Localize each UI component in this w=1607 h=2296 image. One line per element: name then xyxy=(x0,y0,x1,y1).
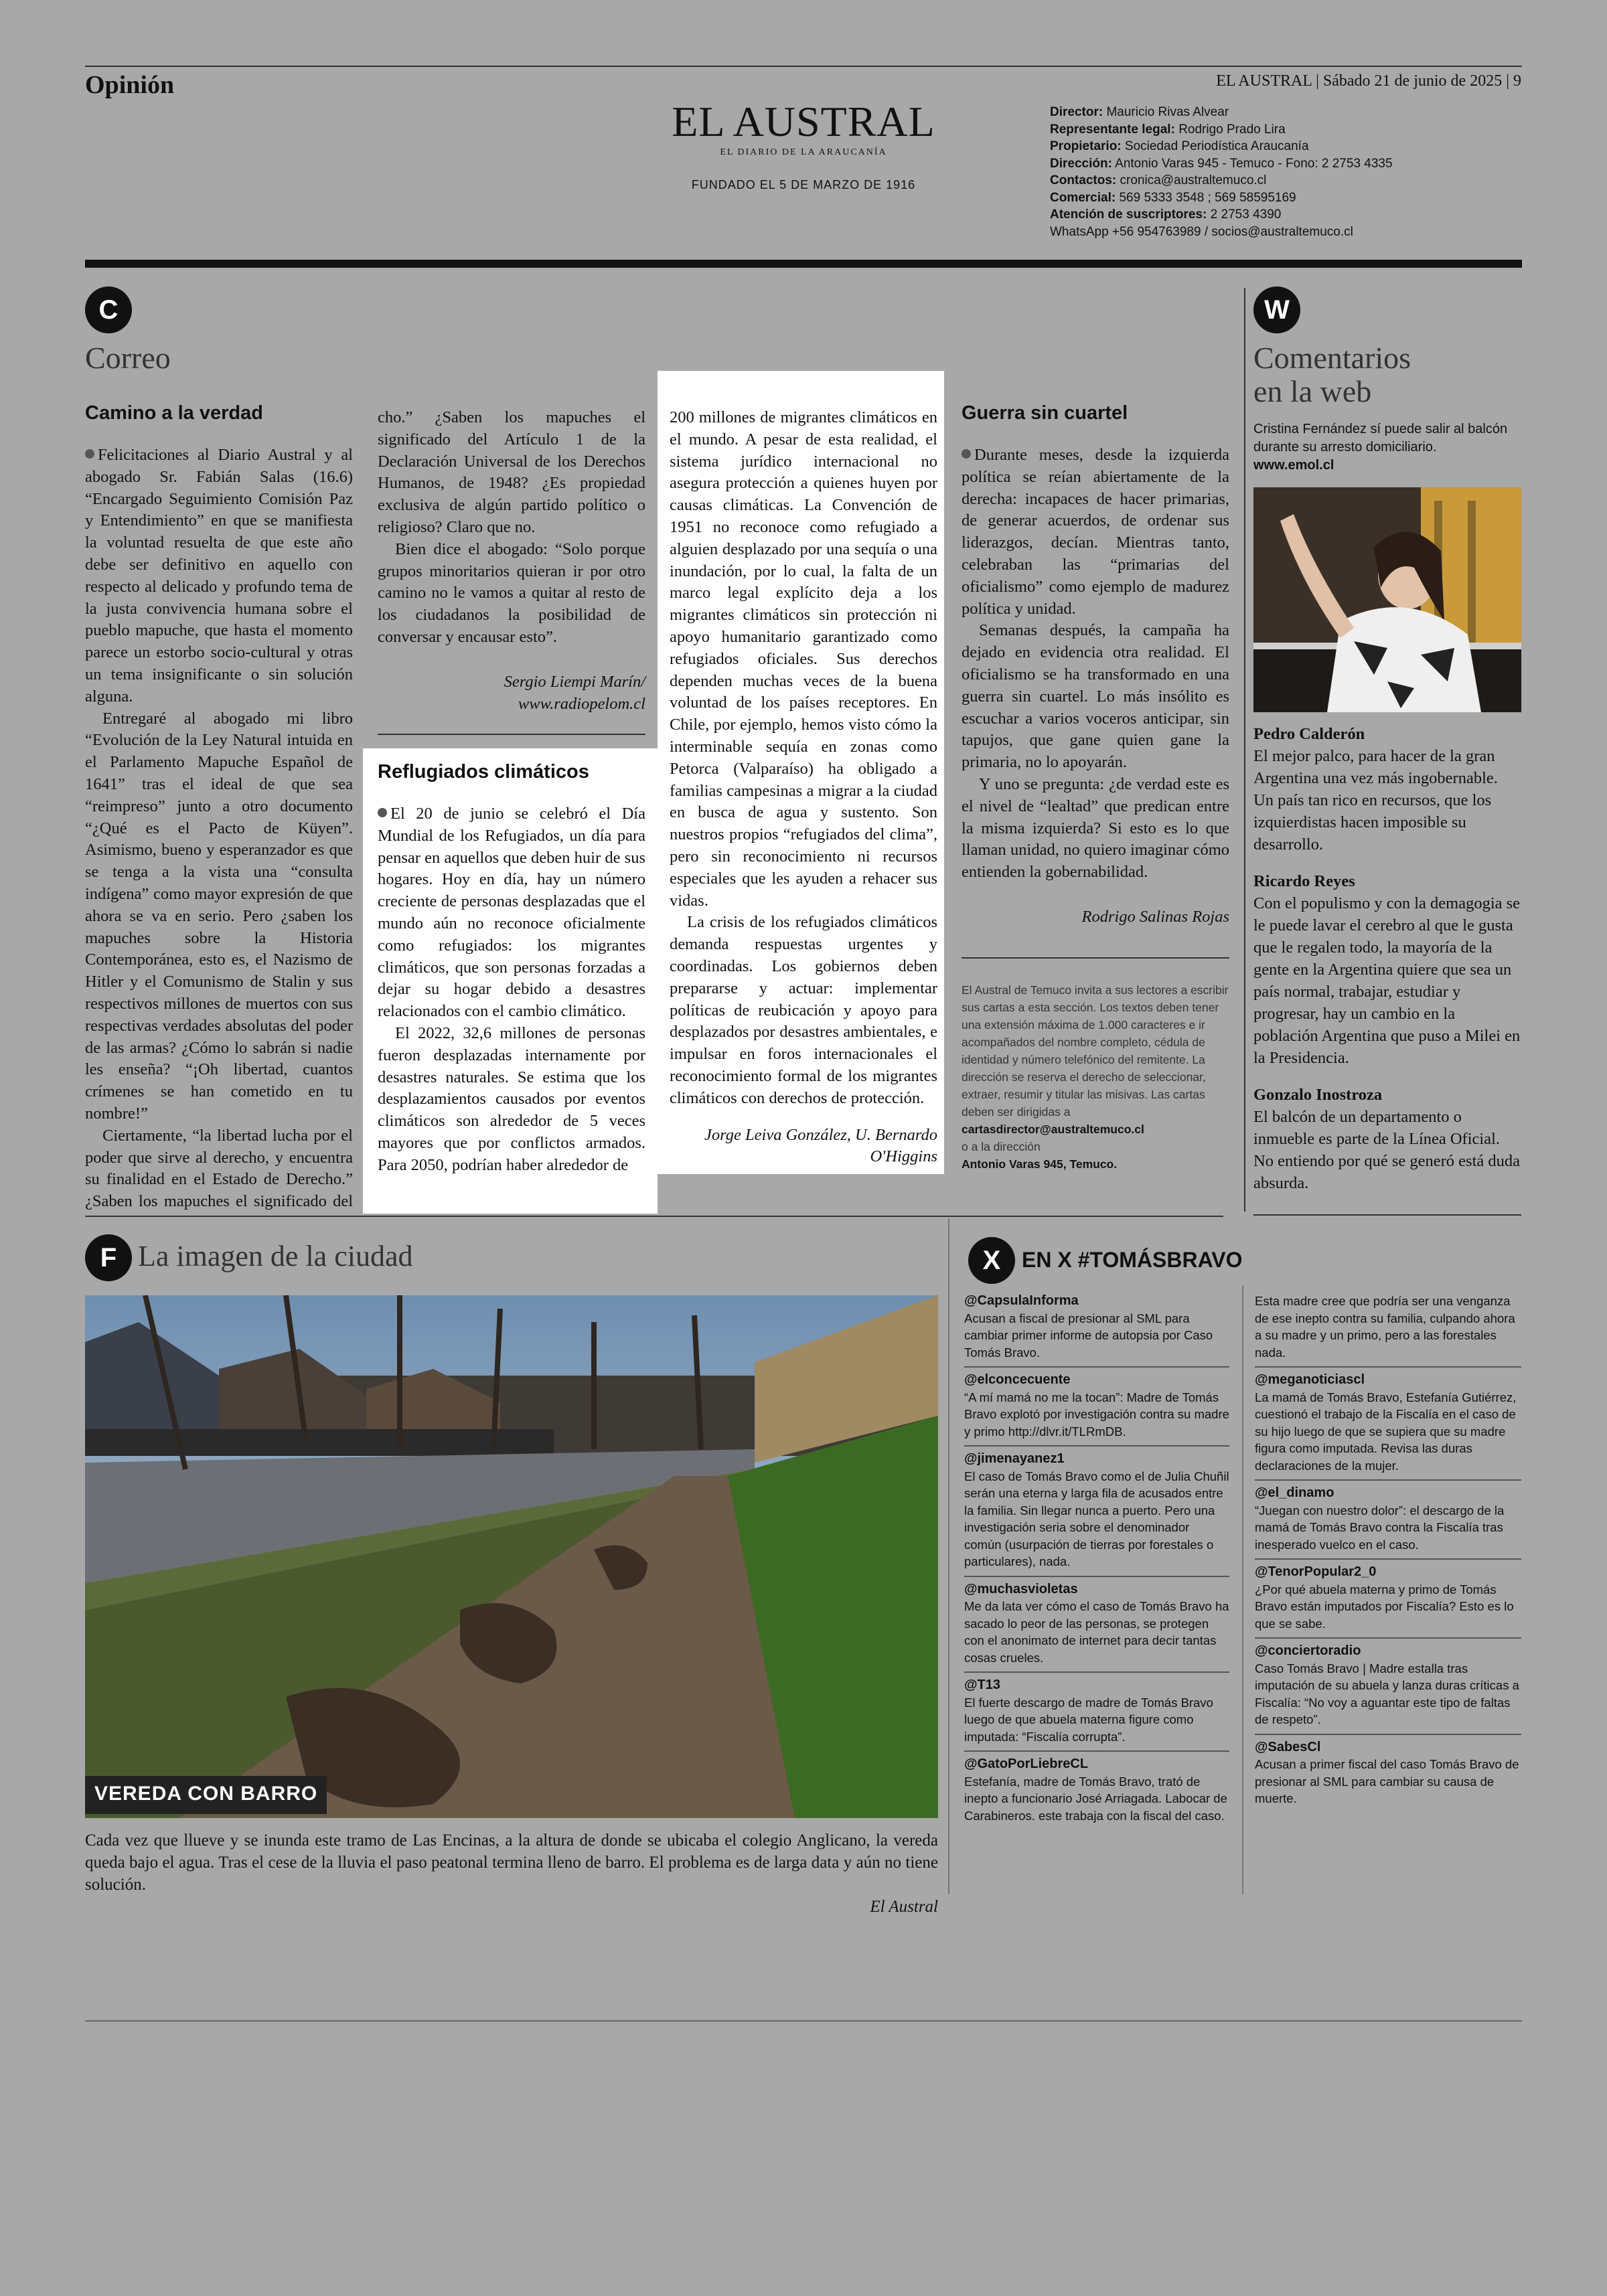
photo-label: VEREDA CON BARRO xyxy=(85,1776,327,1814)
letter3-col xyxy=(962,402,1229,928)
tweet-text: Estefanía, madre de Tomás Bravo, trató de inepto a funcionario José Arriagada. Labocar de Carabineros. este trabaja con la fiscal del caso. xyxy=(964,1774,1227,1823)
bullet-icon xyxy=(378,808,387,817)
bottom-rule xyxy=(85,2020,1522,2022)
letters-note: El Austral de Temuco invita a sus lectores a escribir sus cartas a esta sección. Los textos deben tener una extensión máxima de 1.000 caracteres e ir acompañados del nombre completo, cédula de identidad y número telefónico del remitente. La dirección se reserva el derecho de seleccionar, extraer, resumir y titular las misivas. Las cartas deben ser dirigidas a cartasdirector@australtemuco.cl o a la dirección Antonio Varas 945, Temuco. xyxy=(962,983,1229,1171)
tweet xyxy=(964,1752,1229,1829)
letter2-p2-cont: 200 millones de migrantes climáticos en el mundo. A pesar de esta realidad, el sistema jurídico internacional no asegura protección a quienes huyen por causas climáticas. La Convención de 1951 no reconoce como refugiado a alguien desplazado por una sequía o una inundación, por lo cual, la falta de un marco legal explícito deja a los migrantes climáticos sin protección ni apoyo humanitario garantizado como refugiados oficiales. Sus derechos dependen muchas veces de la buena voluntad de los países receptores. En Chile, por ejemplo, hemos visto cómo la interminable sequía en zonas como Petorca (Valparaíso) ha obligado a familias campesinas a migrar a la ciudad en busca de agua y sustento. Son nuestros propios “refugiados del clima”, pero sin reconocimiento ni recursos especiales que les ayuden a rehacer sus vidas. xyxy=(670,408,937,910)
letter1-p3-cont: cho.” ¿Saben los mapuches el significado del Artículo 1 de la Declaración Universal de los Derechos Humanos, de 1948? ¿Es propiedad exclusiva de algún partido político o religioso? Claro que no. xyxy=(378,408,645,536)
tweet-handle[interactable]: @CapsulaInforma xyxy=(964,1293,1079,1308)
newspaper-logo xyxy=(670,100,937,158)
tweet xyxy=(964,1368,1229,1447)
letter1-col1 xyxy=(85,402,353,1212)
staff-line: Atención de suscriptores: 2 2753 4390 xyxy=(1050,208,1282,222)
x-col2 xyxy=(1255,1289,1521,1813)
city-caption: Cada vez que llueve y se inunda este tramo de Las Encinas, a la altura de donde se ubicaba el colegio Anglicano, la vereda queda bajo el agua. Tras el cese de la lluvia el paso peatonal termina lleno de barro. El problema es de larga data y aún no tiene solución. El Austral xyxy=(85,1829,938,1918)
tweet-handle[interactable]: @muchasvioletas xyxy=(964,1581,1078,1596)
tweet xyxy=(964,1289,1229,1368)
logo-tagline: EL DIARIO DE LA ARAUCANÍA xyxy=(720,147,887,157)
letter2-p2-start: El 2022, 32,6 millones de personas fueron desplazadas internamente por desastres naturales. Se estima que los desplazamientos causados por eventos climáticos son alrededor de 5 veces mayores que por conflictos armados. Para 2050, podrían haber alrededor de xyxy=(378,1023,645,1174)
founded-line: FUNDADO EL 5 DE MARZO DE 1916 xyxy=(691,178,916,191)
staff-line: Propietario: Sociedad Periodística Araucanía xyxy=(1050,139,1309,153)
tweet-cont: Esta madre cree que podría ser una venganza de ese inepto contra su familia, culpando ahora a su madre y un primo, pero a las forestales nada. xyxy=(1255,1289,1521,1368)
section-label: Opinión xyxy=(85,71,175,99)
letter2-col1 xyxy=(378,760,645,1177)
letters-email[interactable]: cartasdirector@australtemuco.cl xyxy=(962,1123,1144,1136)
tweet-handle[interactable]: @SabesCl xyxy=(1255,1739,1321,1754)
tweet-text: Me da lata ver cómo el caso de Tomás Bravo ha sacado lo peor de las personas, se protegen con el anonimato de internet para decir tantas cosas crueles. xyxy=(964,1599,1229,1665)
letter3-signature: Rodrigo Salinas Rojas xyxy=(1081,907,1229,926)
letter1-headline: Camino a la verdad xyxy=(85,402,263,424)
staff-line: WhatsApp +56 954763989 / socios@australtemuco.cl xyxy=(1050,224,1353,239)
city-title: La imagen de la ciudad xyxy=(138,1240,413,1273)
tweet-handle[interactable]: @jimenayanez1 xyxy=(964,1451,1065,1466)
tweet xyxy=(1255,1735,1521,1813)
web-badge: W xyxy=(1253,286,1300,333)
tweet xyxy=(1255,1368,1521,1481)
web-source[interactable]: www.emol.cl xyxy=(1253,458,1334,473)
correo-badge: C xyxy=(85,286,132,333)
tweet-handle[interactable]: @el_dinamo xyxy=(1255,1485,1334,1500)
comment-author: Gonzalo Inostroza xyxy=(1253,1086,1383,1104)
staff-line: Contactos: cronica@australtemuco.cl xyxy=(1050,173,1267,187)
tweet-handle[interactable]: @TenorPopular2_0 xyxy=(1255,1564,1377,1579)
tweet xyxy=(964,1673,1229,1752)
divider xyxy=(962,957,1229,959)
divider xyxy=(378,734,645,735)
letter2-p1: El 20 de junio se celebró el Día Mundial de los Refugiados, un día para pensar en aquellos que deben huir de sus hogares. Hoy en día, hay un número creciente de personas desplazadas que el mundo aún no reconoce oficialmente como refugiados: los migrantes climáticos, que son personas forzadas a dejar su hogar debido a desastres relacionados con el cambio climático. xyxy=(378,805,645,1021)
tweet-text: “Juegan con nuestro dolor”: el descargo de la mamá de Tomás Bravo contra la Fiscalía tras inesperado vuelco en el caso. xyxy=(1255,1503,1505,1552)
tweet-text: El caso de Tomás Bravo como el de Julia Chuñil serán una eterna y larga fila de acusados entre la familia. Sin llegar nunca a puerto. Pero una investigación seria sobre el denominador común (usurpación de tierras por forestales o particulares), nada. xyxy=(964,1469,1229,1568)
tweet-handle[interactable]: @conciertoradio xyxy=(1255,1643,1361,1658)
comment-text: El balcón de un departamento o inmueble es parte de la Línea Oficial. No entiendo por qué se generó está duda absurda. xyxy=(1253,1108,1520,1192)
web-photo xyxy=(1253,487,1521,712)
web-comment xyxy=(1253,1084,1521,1194)
masthead-date: EL AUSTRAL | Sábado 21 de junio de 2025 | 9 xyxy=(1216,72,1521,90)
letter1-p3: Ciertamente, “la libertad lucha por el poder que sirve al derecho, y encuentra su finalidad en el Estado de Derecho.” ¿Saben los mapuches el significado del xyxy=(85,1126,353,1211)
header-thick-rule xyxy=(85,260,1522,268)
divider xyxy=(1253,1214,1521,1216)
staff-line: Dirección: Antonio Varas 945 - Temuco - Fono: 2 2753 4335 xyxy=(1050,156,1393,171)
tweet xyxy=(964,1447,1229,1577)
letter2-signature: Jorge Leiva González, U. Bernardo O'Higgins xyxy=(704,1125,937,1166)
tweet xyxy=(1255,1639,1521,1735)
city-badge: F xyxy=(85,1234,132,1281)
bullet-icon xyxy=(85,449,94,459)
x-col1 xyxy=(964,1289,1229,1829)
staff-line: Comercial: 569 5333 3548 ; 569 58595169 xyxy=(1050,190,1296,205)
web-title: Comentarios en la web xyxy=(1253,341,1411,408)
column-divider xyxy=(1244,288,1245,1212)
tweet-handle[interactable]: @elconcecuente xyxy=(964,1372,1071,1387)
web-comments xyxy=(1253,716,1521,1194)
comment-author: Pedro Calderón xyxy=(1253,725,1365,743)
section-rule xyxy=(85,1216,1223,1217)
tweet xyxy=(964,1577,1229,1673)
letter3-p2: Semanas después, la campaña ha dejado en evidencia otra realidad. El oficialismo se ha transformado en una guerra sin cuartel. Lo más insólito es escuchar a varios voceros anticipar, sin tapujos, que gane quien gane la primaria, no lo apoyarán. xyxy=(962,621,1229,772)
column-divider xyxy=(1242,1285,1243,1894)
x-title: EN X #TOMÁSBRAVO xyxy=(1022,1248,1243,1272)
tweet xyxy=(1255,1560,1521,1639)
tweet-text: El fuerte descargo de madre de Tomás Bravo luego de que abuela materna figure como imputada: “Fiscalía corrupta”. xyxy=(964,1695,1213,1744)
tweet-text: Caso Tomás Bravo | Madre estalla tras imputación de su abuela y lanza duras críticas a Fiscalía: “No voy a aguantar este tipo de faltas de respeto”. xyxy=(1255,1661,1519,1726)
comment-text: El mejor palco, para hacer de la gran Argentina una vez más ingobernable. Un país tan rico en recursos, que los izquierdistas hacen imposible su desarrollo. xyxy=(1253,747,1498,853)
tweet-text: ¿Por qué abuela materna y primo de Tomás Bravo están imputados por Fiscalía? Esto es lo que se sabe. xyxy=(1255,1582,1514,1631)
web-comment xyxy=(1253,870,1521,1069)
tweet-handle[interactable]: @meganoticiascl xyxy=(1255,1372,1365,1387)
letter3-p3: Y uno se pregunta: ¿de verdad este es el nivel de “lealtad” que predican entre la misma izquierda? Si esto es lo que llaman unidad, no quiero imaginar cómo entienden la gobernabilidad. xyxy=(962,774,1229,882)
letter1-p4: Bien dice el abogado: “Solo porque grupos minoritarios quieran ir por otro camino no le vamos a quitar al resto de los ciudadanos la posibilidad de conversar y encausar esto”. xyxy=(378,540,645,646)
letter1-col2 xyxy=(378,407,645,715)
x-badge: X xyxy=(968,1237,1015,1284)
tweet-text: Acusan a primer fiscal del caso Tomás Bravo de presionar al SML para cambiar su causa de muerte. xyxy=(1255,1757,1519,1805)
letter3-p1: Durante meses, desde la izquierda política se reían abiertamente de la derecha: incapaces de hacer primarias, de generar acuerdos, de ordenar sus liderazgos, decían. Mientras tanto, celebraban las “primarias del oficialismo” como ejemplo de madurez política y unidad. xyxy=(962,446,1229,618)
comment-text: Con el populismo y con la demagogia se le puede lavar el cerebro al que le gusta que le regalen todo, la mayoría de la gente en la Argentina quiere que sea un país normal, trabajar, estudiar y progresar, hay un cambio en la población Argentina que puso a Milei en la Presidencia. xyxy=(1253,894,1521,1067)
tweet xyxy=(1255,1481,1521,1560)
letter2-col2 xyxy=(670,407,937,1168)
top-rule xyxy=(85,66,1522,67)
comment-author: Ricardo Reyes xyxy=(1253,872,1355,890)
tweet-text: Acusan a fiscal de presionar al SML para cambiar primer informe de autopsia por Caso Tomás Bravo. xyxy=(964,1311,1213,1360)
web-comment xyxy=(1253,723,1521,855)
tweet-handle[interactable]: @GatoPorLiebreCL xyxy=(964,1756,1089,1771)
tweet-text: “A mí mamá no me la tocan”: Madre de Tomás Bravo explotó por investigación contra su madre y primo http://dlvr.it/TLRmDB. xyxy=(964,1390,1229,1439)
correo-title: Correo xyxy=(85,341,171,375)
web-lead: Cristina Fernández sí puede salir al balcón durante su arresto domiciliario. www.emol.cl xyxy=(1253,420,1521,475)
tweet-handle[interactable]: @T13 xyxy=(964,1677,1000,1692)
city-credit: El Austral xyxy=(870,1898,938,1916)
bullet-icon xyxy=(962,449,971,459)
letter2-p3: La crisis de los refugiados climáticos demanda respuestas urgentes y coordinadas. Los gobiernos deben prepararse y actuar: implementar políticas de reubicación y apoyo para desplazados por desastres ambientales, e impulsar en foros internacionales el reconocimiento formal de los migrantes climáticos con derechos de protección. xyxy=(670,913,937,1107)
letter1-signature: Sergio Liempi Marín/ www.radiopelom.cl xyxy=(504,672,645,713)
tweet-text: La mamá de Tomás Bravo, Estefanía Gutiérrez, cuestionó el trabajo de la Fiscalía en el caso de su hijo luego de que se supiera que su madre figura como imputada. Revisa las duras declaraciones de la mujer. xyxy=(1255,1390,1517,1473)
staff-box xyxy=(1050,104,1393,240)
staff-line: Director: Mauricio Rivas Alvear xyxy=(1050,105,1229,119)
letter1-p1: Felicitaciones al Diario Austral y al abogado Sr. Fabián Salas (16.6) “Encargado Seguimiento Comisión Paz y Entendimiento” en que se manifiesta la voluntad resuelta de que este año debe ser definitivo en aquello con respecto al delicado y profundo tema de la justa convivencia humana sobre el pueblo mapuche, que hasta el momento parece un estorbo socio-cultural y otras un tema insignificante o sin solución alguna. xyxy=(85,446,353,706)
letter1-p2: Entregaré al abogado mi libro “Evolución de la Ley Natural intuida en el Parlamento Mapuche Español de 1641” tras el ideal de que sea “reimpreso” junto a otro documento “¿Qué es el Pacto de Küyen”. Asimismo, bueno y esperanzador es que se tenga a la vista una “consulta indígena” como mayor expresión de que ahora se va en serio. Pero ¿saben los mapuches sobre la Historia Contemporánea, esto es, el Nazismo de Hitler y el Comunismo de Stalin y sus respectivos millones de muertos con sus respectivas verdades absolutas del poder de las armas? ¿Cómo lo sabrán si nadie les enseña? “¡Oh libertad, cuantos crímenes se han cometido en tu nombre!” xyxy=(85,709,353,1123)
logo-name: EL AUSTRAL xyxy=(672,98,935,145)
letter3-headline: Guerra sin cuartel xyxy=(962,402,1128,424)
column-divider xyxy=(948,1218,949,1894)
letter2-headline: Reflugiados climáticos xyxy=(378,761,589,783)
city-photo xyxy=(85,1295,938,1818)
staff-line: Representante legal: Rodrigo Prado Lira xyxy=(1050,122,1286,137)
